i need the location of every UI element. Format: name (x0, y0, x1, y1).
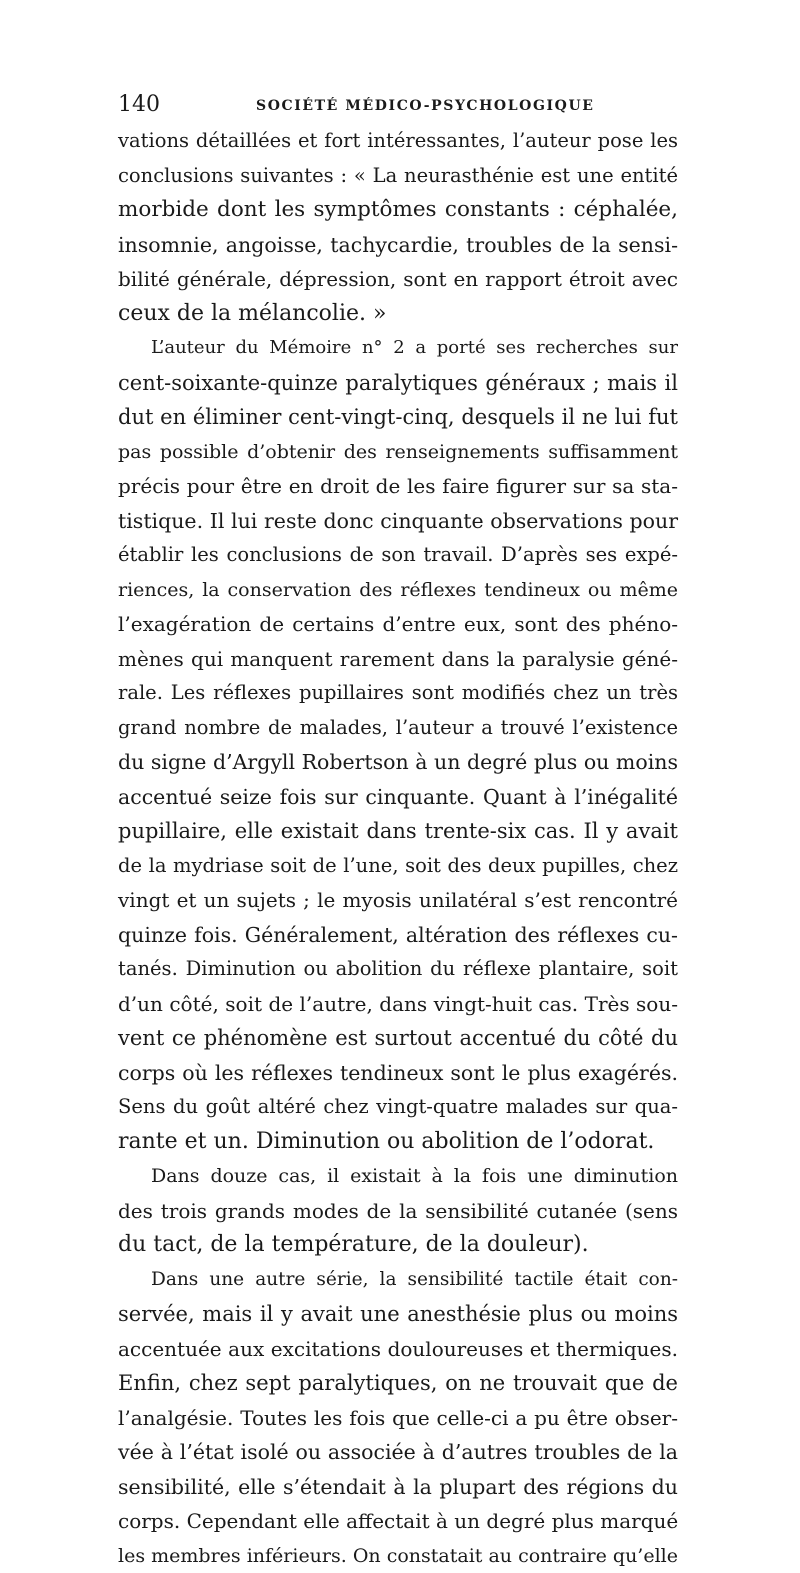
text-line: Enfin, chez sept paralytiques, on ne trouvait que de (118, 1366, 678, 1401)
text-line: conclusions suivantes : « La neurasthénie est une entité (118, 159, 678, 194)
text-line: insomnie, angoisse, tachycardie, troubles de la sensi- (118, 228, 678, 263)
text-line: accentué seize fois sur cinquante. Quant à l’inégalité (118, 780, 678, 815)
text-line: bilité générale, dépression, sont en rapport étroit avec (118, 262, 678, 297)
text-line: grand nombre de malades, l’auteur a trouvé l’existence (118, 711, 678, 746)
text-line: accentuée aux excitations douloureuses et thermiques. (118, 1332, 678, 1367)
text-line: tistique. Il lui reste donc cinquante observations pour (118, 504, 678, 539)
text-line: corps où les réflexes tendineux sont le plus exagérés. (118, 1056, 678, 1091)
text-line: sensibilité, elle s’étendait à la plupart des régions du (118, 1470, 678, 1505)
text-line: mènes qui manquent rarement dans la paralysie géné- (118, 642, 678, 677)
text-line: Dans douze cas, il existait à la fois une diminution (118, 1159, 678, 1194)
text-line: L’auteur du Mémoire n° 2 a porté ses recherches sur (118, 331, 678, 366)
text-line: établir les conclusions de son travail. D’après ses expé- (118, 538, 678, 573)
text-line: de la mydriase soit de l’une, soit des deux pupilles, chez (118, 849, 678, 884)
text-line: servée, mais il y avait une anesthésie plus ou moins (118, 1297, 678, 1332)
text-line: quinze fois. Généralement, altération des réflexes cu- (118, 918, 678, 953)
page-header (118, 90, 678, 120)
text-line: morbide dont les symptômes constants : céphalée, (118, 193, 678, 228)
text-line: riences, la conservation des réflexes tendineux ou même (118, 573, 678, 608)
text-line: dut en éliminer cent-vingt-cinq, desquels il ne lui fut (118, 400, 678, 435)
text-line: tanés. Diminution ou abolition du réflexe plantaire, soit (118, 952, 678, 987)
text-line: du signe d’Argyll Robertson à un degré plus ou moins (118, 745, 678, 780)
text-line: pupillaire, elle existait dans trente-six cas. Il y avait (118, 814, 678, 849)
text-line: vingt et un sujets ; le myosis unilatéral s’est rencontré (118, 883, 678, 918)
text-line: vent ce phénomène est surtout accentué du côté du (118, 1021, 678, 1056)
text-line: l’analgésie. Toutes les fois que celle-ci a pu être obser- (118, 1401, 678, 1436)
text-line: vée à l’état isolé ou associée à d’autres troubles de la (118, 1435, 678, 1470)
page-number: 140 (118, 90, 160, 120)
text-line: d’un côté, soit de l’autre, dans vingt-huit cas. Très sou- (118, 987, 678, 1022)
text-line: Dans une autre série, la sensibilité tactile était con- (118, 1263, 678, 1298)
text-line: les membres inférieurs. On constatait au contraire qu’elle (118, 1539, 678, 1573)
text-line: Sens du goût altéré chez vingt-quatre malades sur qua- (118, 1090, 678, 1125)
text-line: corps. Cependant elle affectait à un degré plus marqué (118, 1504, 678, 1539)
text-line: précis pour être en droit de les faire figurer sur sa sta- (118, 469, 678, 504)
text-line: pas possible d’obtenir des renseignements suffisamment (118, 435, 678, 470)
body-text (118, 124, 678, 1573)
text-line: l’exagération de certains d’entre eux, sont des phéno- (118, 607, 678, 642)
text-line: rale. Les réflexes pupillaires sont modifiés chez un très (118, 676, 678, 711)
text-line: cent-soixante-quinze paralytiques généraux ; mais il (118, 366, 678, 401)
text-line: vations détaillées et fort intéressantes, l’auteur pose les (118, 124, 678, 159)
running-title: SOCIÉTÉ MÉDICO-PSYCHOLOGIQUE (256, 92, 595, 120)
text-line: rante et un. Diminution ou abolition de l’odorat. (118, 1125, 678, 1160)
text-line: ceux de la mélancolie. » (118, 297, 678, 332)
text-line: des trois grands modes de la sensibilité cutanée (sens (118, 1194, 678, 1229)
text-line: du tact, de la température, de la douleur). (118, 1228, 678, 1263)
